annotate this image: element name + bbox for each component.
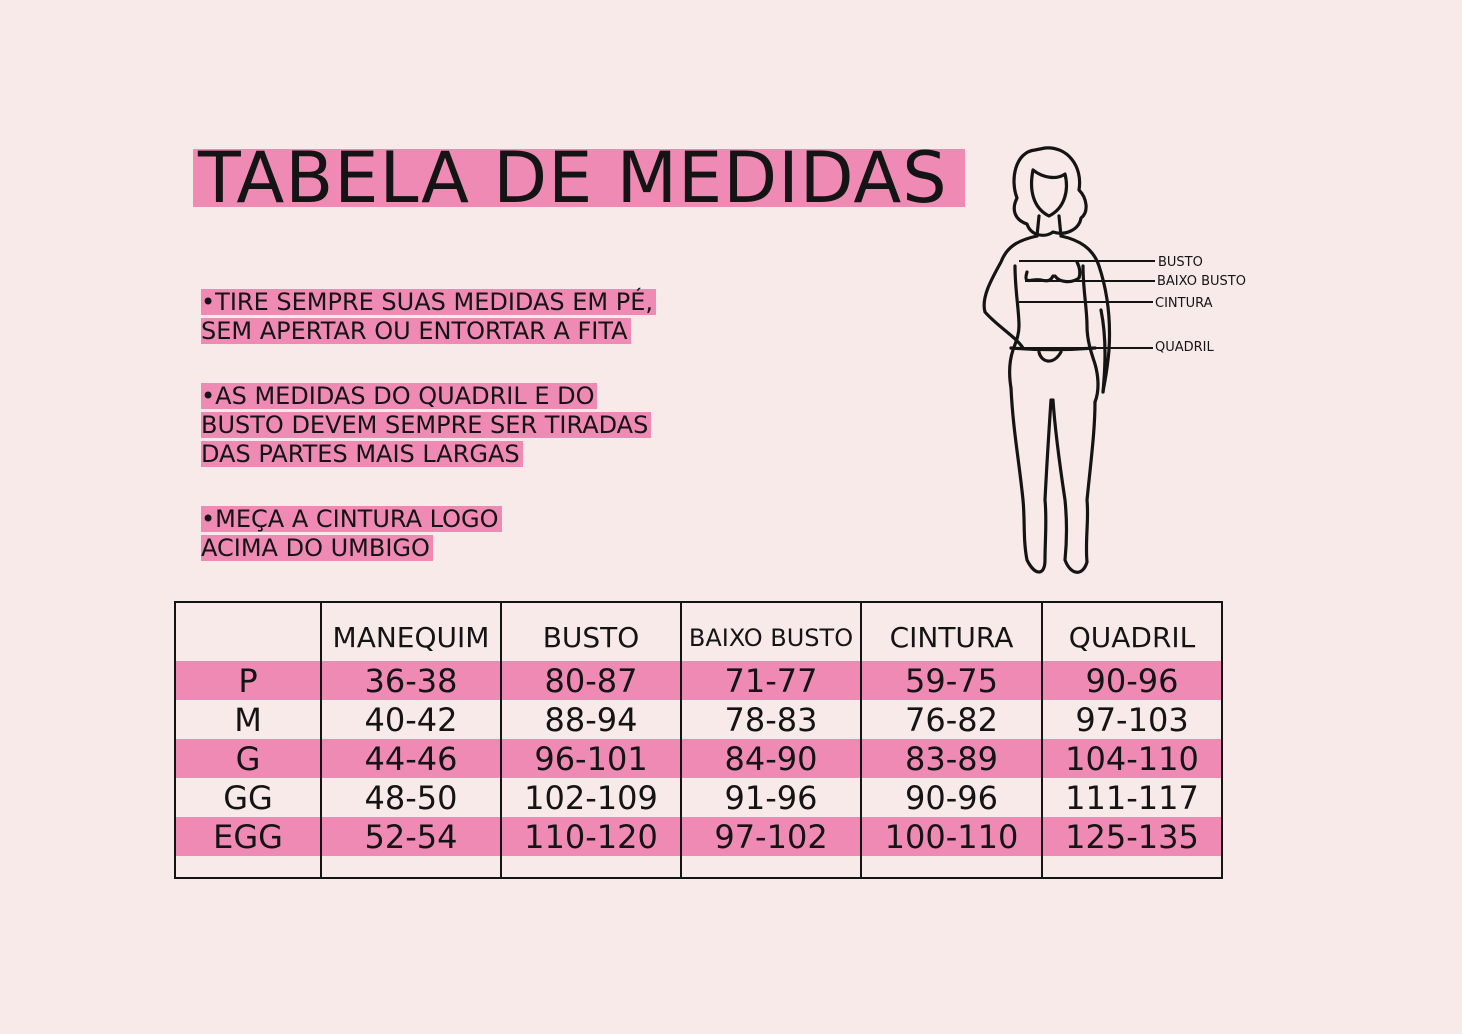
baixo-busto-cell: 78-83 (681, 700, 861, 739)
baixo-busto-cell: 91-96 (681, 778, 861, 817)
manequim-cell: 40-42 (321, 700, 501, 739)
tip-line: •AS MEDIDAS DO QUADRIL E DO (201, 383, 597, 409)
tip-2 (201, 383, 671, 470)
busto-cell: 102-109 (501, 778, 681, 817)
header-busto: BUSTO (501, 602, 681, 661)
busto-cell: 96-101 (501, 739, 681, 778)
table-row (175, 739, 1222, 778)
table-row (175, 700, 1222, 739)
cintura-cell: 90-96 (861, 778, 1042, 817)
tip-line: •TIRE SEMPRE SUAS MEDIDAS EM PÉ, (201, 289, 656, 315)
body-figure-icon (975, 140, 1265, 580)
tip-line: BUSTO DEVEM SEMPRE SER TIRADAS (201, 412, 651, 438)
tip-line: SEM APERTAR OU ENTORTAR A FITA (201, 318, 631, 344)
size-table (174, 601, 1223, 879)
table-header-row (175, 602, 1222, 661)
size-cell: P (175, 661, 321, 700)
tip-line: ACIMA DO UMBIGO (201, 535, 433, 561)
label-baixo-busto: BAIXO BUSTO (1157, 274, 1246, 289)
manequim-cell: 48-50 (321, 778, 501, 817)
size-cell: M (175, 700, 321, 739)
measuring-tips (201, 289, 671, 600)
cintura-cell: 100-110 (861, 817, 1042, 856)
quadril-cell: 90-96 (1042, 661, 1222, 700)
cintura-cell: 59-75 (861, 661, 1042, 700)
table-spacer-row (175, 856, 1222, 878)
label-busto: BUSTO (1158, 255, 1203, 270)
manequim-cell: 36-38 (321, 661, 501, 700)
cintura-cell: 76-82 (861, 700, 1042, 739)
tip-1 (201, 289, 671, 347)
tip-line: •MEÇA A CINTURA LOGO (201, 506, 502, 532)
page-title: TABELA DE MEDIDAS (193, 149, 965, 207)
header-manequim: MANEQUIM (321, 602, 501, 661)
manequim-cell: 52-54 (321, 817, 501, 856)
header-cintura: CINTURA (861, 602, 1042, 661)
table-row (175, 661, 1222, 700)
baixo-busto-cell: 71-77 (681, 661, 861, 700)
header-quadril: QUADRIL (1042, 602, 1222, 661)
size-cell: GG (175, 778, 321, 817)
quadril-cell: 97-103 (1042, 700, 1222, 739)
header-size (175, 602, 321, 661)
quadril-cell: 125-135 (1042, 817, 1222, 856)
table-row (175, 817, 1222, 856)
manequim-cell: 44-46 (321, 739, 501, 778)
baixo-busto-cell: 84-90 (681, 739, 861, 778)
busto-cell: 110-120 (501, 817, 681, 856)
header-baixo-busto: BAIXO BUSTO (681, 602, 861, 661)
size-cell: EGG (175, 817, 321, 856)
table-row (175, 778, 1222, 817)
label-cintura: CINTURA (1155, 296, 1213, 311)
cintura-cell: 83-89 (861, 739, 1042, 778)
busto-cell: 80-87 (501, 661, 681, 700)
quadril-cell: 111-117 (1042, 778, 1222, 817)
size-cell: G (175, 739, 321, 778)
busto-cell: 88-94 (501, 700, 681, 739)
tip-3 (201, 506, 671, 564)
baixo-busto-cell: 97-102 (681, 817, 861, 856)
label-quadril: QUADRIL (1155, 340, 1214, 355)
quadril-cell: 104-110 (1042, 739, 1222, 778)
tip-line: DAS PARTES MAIS LARGAS (201, 441, 523, 467)
